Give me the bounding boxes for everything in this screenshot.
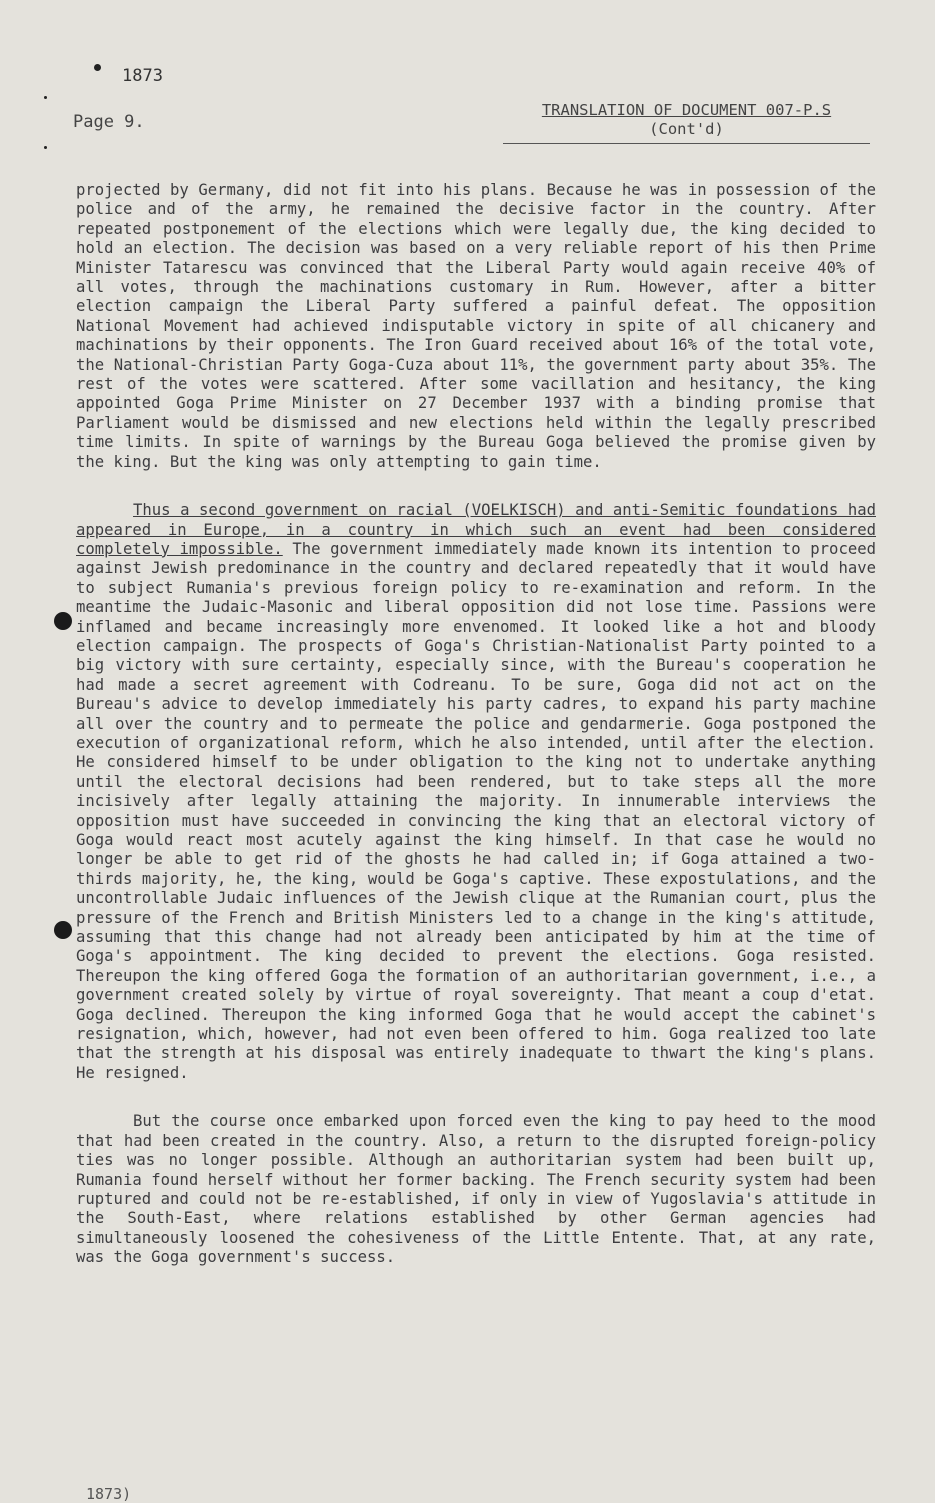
paragraph-3: But the course once embarked upon forced even the king to pay heed to the mood that had been created in the country. Also, a return to the disrupted foreign-policy ties was no longer possible. Although an authoritarian system had been built up, Rumania found herself without her former backing. The French security system had been ruptured and could not be re-established, if only in view of Yugoslavia's attitude in the South-East, where relations established by other German agencies had simultaneously loosened the cohesiveness of the Little Entente. That, at any rate, was the Goga government's success. (76, 1112, 876, 1267)
header-rule (503, 143, 870, 144)
document-header (503, 101, 870, 139)
punch-hole (54, 612, 72, 630)
archive-page-number: 1873 (122, 66, 163, 86)
footer-page-mark: 1873) (86, 1485, 132, 1503)
document-body (76, 181, 876, 1268)
ink-speck (44, 96, 47, 99)
paragraph-2 (76, 501, 876, 1083)
page-label: Page 9. (73, 112, 145, 132)
document-subtitle: (Cont'd) (649, 120, 724, 138)
ink-speck (44, 146, 47, 149)
ink-speck (94, 64, 101, 71)
underlined-passage: Thus a second government on racial (VOELKISCH) and anti-Semitic foundations had appeared in Europe, in a country in which such an event had been considered completely impossible. (76, 501, 876, 558)
paragraph-2-text: The government immediately made known its intention to proceed against Jewish predominance in the country and declared repeatedly that it would have to subject Rumania's previous foreign policy to re-examination and reform. In the meantime the Judaic-Masonic and liberal opposition did not lose time. Passions were inflamed and became increasingly more envenomed. It looked like a hot and bloody election campaign. The prospects of Goga's Christian-Nationalist Party pointed to a big victory with sure certainty, especially since, with the Bureau's cooperation he had made a secret agreement with Codreanu. To be sure, Goga did not act on the Bureau's advice to develop immediately his party cadres, to expand his party machine all over the country and to permeate the police and gendarmerie. Goga postponed the execution of organizational reform, which he also intended, until after the election. He considered himself to be under obligation to the king not to undertake anything until the electoral decisions had been rendered, but to take steps all the more incisively after legally attaining the majority. In innumerable interviews the opposition must have succeeded in convincing the king that an electoral victory of Goga would react most acutely against the king himself. In that case he would no longer be able to get rid of the ghosts he had called in; if Goga attained a two-thirds majority, he, the king, would be Goga's captive. These expostulations, and the uncontrollable Judaic influences of the Jewish clique at the Rumanian court, plus the pressure of the French and British Ministers led to a change in the king's attitude, assuming that this change had not already been anticipated by him at the time of Goga's appointment. The king decided to prevent the elections. Goga resisted. Thereupon the king offered Goga the formation of an authoritarian government, i.e., a government created solely by virtue of royal sovereignty. That meant a coup d'etat. Goga declined. Thereupon the king informed Goga that he would accept the cabinet's resignation, which, however, had not even been offered to him. Goga realized too late that the strength at his disposal was entirely inadequate to thwart the king's plans. He resigned. (76, 539, 876, 1082)
punch-hole (54, 921, 72, 939)
paragraph-1: projected by Germany, did not fit into his plans. Because he was in possession of the police and of the army, he remained the decisive factor in the country. After repeated postponement of the elections which were legally due, the king decided to hold an election. The decision was based on a very reliable report of his then Prime Minister Tatarescu was convinced that the Liberal Party would again receive 40% of all votes, through the machinations customary in Rum. However, after a bitter election campaign the Liberal Party suffered a painful defeat. The opposition National Movement had achieved indisputable victory in spite of all chicanery and machinations by their opponents. The Iron Guard received about 16% of the total vote, the National-Christian Party Goga-Cuza about 11%, the government party about 35%. The rest of the votes were scattered. After some vacillation and hesitancy, the king appointed Goga Prime Minister on 27 December 1937 with a binding promise that Parliament would be dismissed and new elections held within the legally prescribed time limits. In spite of warnings by the Bureau Goga believed the promise given by the king. But the king was only attempting to gain time. (76, 181, 876, 471)
document-title: TRANSLATION OF DOCUMENT 007-P.S (541, 101, 832, 119)
